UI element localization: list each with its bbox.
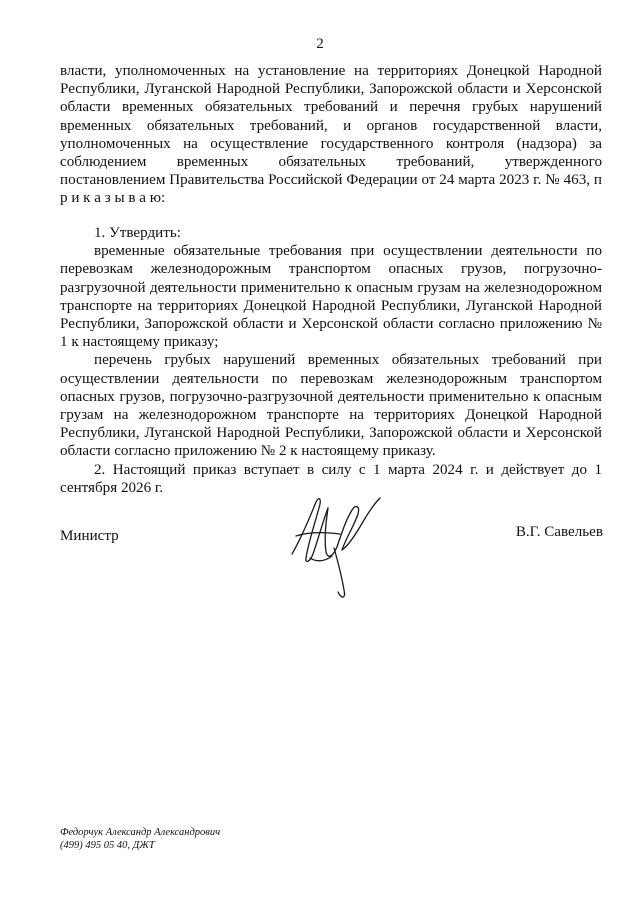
intro-paragraph [60, 62, 602, 208]
signatory-title: Министр [60, 528, 119, 544]
intro-text: власти, уполномоченных на установление на территориях Донецкой Народной Республики, Луганской Народной Республики, Запорожской области и Херсонской области временных обязательных требований и перечня грубых нарушений временных обязательных требований, и органов государственной власти, уполномоченных на осуществление государственного контроля (надзора) за соблюдением временных обязательных требований, утвержденного постановлением Правительства Российской Федерации от 24 марта 2023 г. № 463, п р и к а з ы в а ю: [60, 63, 602, 207]
item-1-violations-list: перечень грубых нарушений временных обязательных требований при осуществлении деятельности по перевозкам железнодорожным транспортом опасных грузов, погрузочно-разгрузочной деятельности применительно к опасным грузам на железнодорожном транспорте на территориях Донецкой Народной Республики, Луганской Народной Республики, Запорожской области и Херсонской области согласно приложению № 2 к настоящему приказу. [60, 352, 602, 460]
signatory-name: В.Г. Савельев [515, 524, 603, 540]
item-1-heading: 1. Утвердить: [94, 225, 181, 241]
item-2-effective-date: 2. Настоящий приказ вступает в силу с 1 марта 2024 г. и действует до 1 сентября 2026 г. [60, 461, 602, 496]
handwritten-signature [286, 492, 386, 602]
executor-phone: (499) 495 05 40, ДЖТ [60, 840, 155, 851]
item-1-temporary-requirements: временные обязательные требования при осуществлении деятельности по перевозкам железнодорожным транспортом опасных грузов, погрузочно-разгрузочной деятельности применительно к опасным грузам на железнодорожном транспорте на территориях Донецкой Народной Республики, Луганской Народной Республики, Запорожской области и Херсонской области согласно приложению № 1 к настоящему приказу; [60, 243, 602, 351]
executor-name: Федорчук Александр Александрович [60, 827, 221, 838]
order-items [60, 224, 602, 497]
executor-footer [60, 826, 220, 852]
page-number: 2 [316, 36, 324, 52]
